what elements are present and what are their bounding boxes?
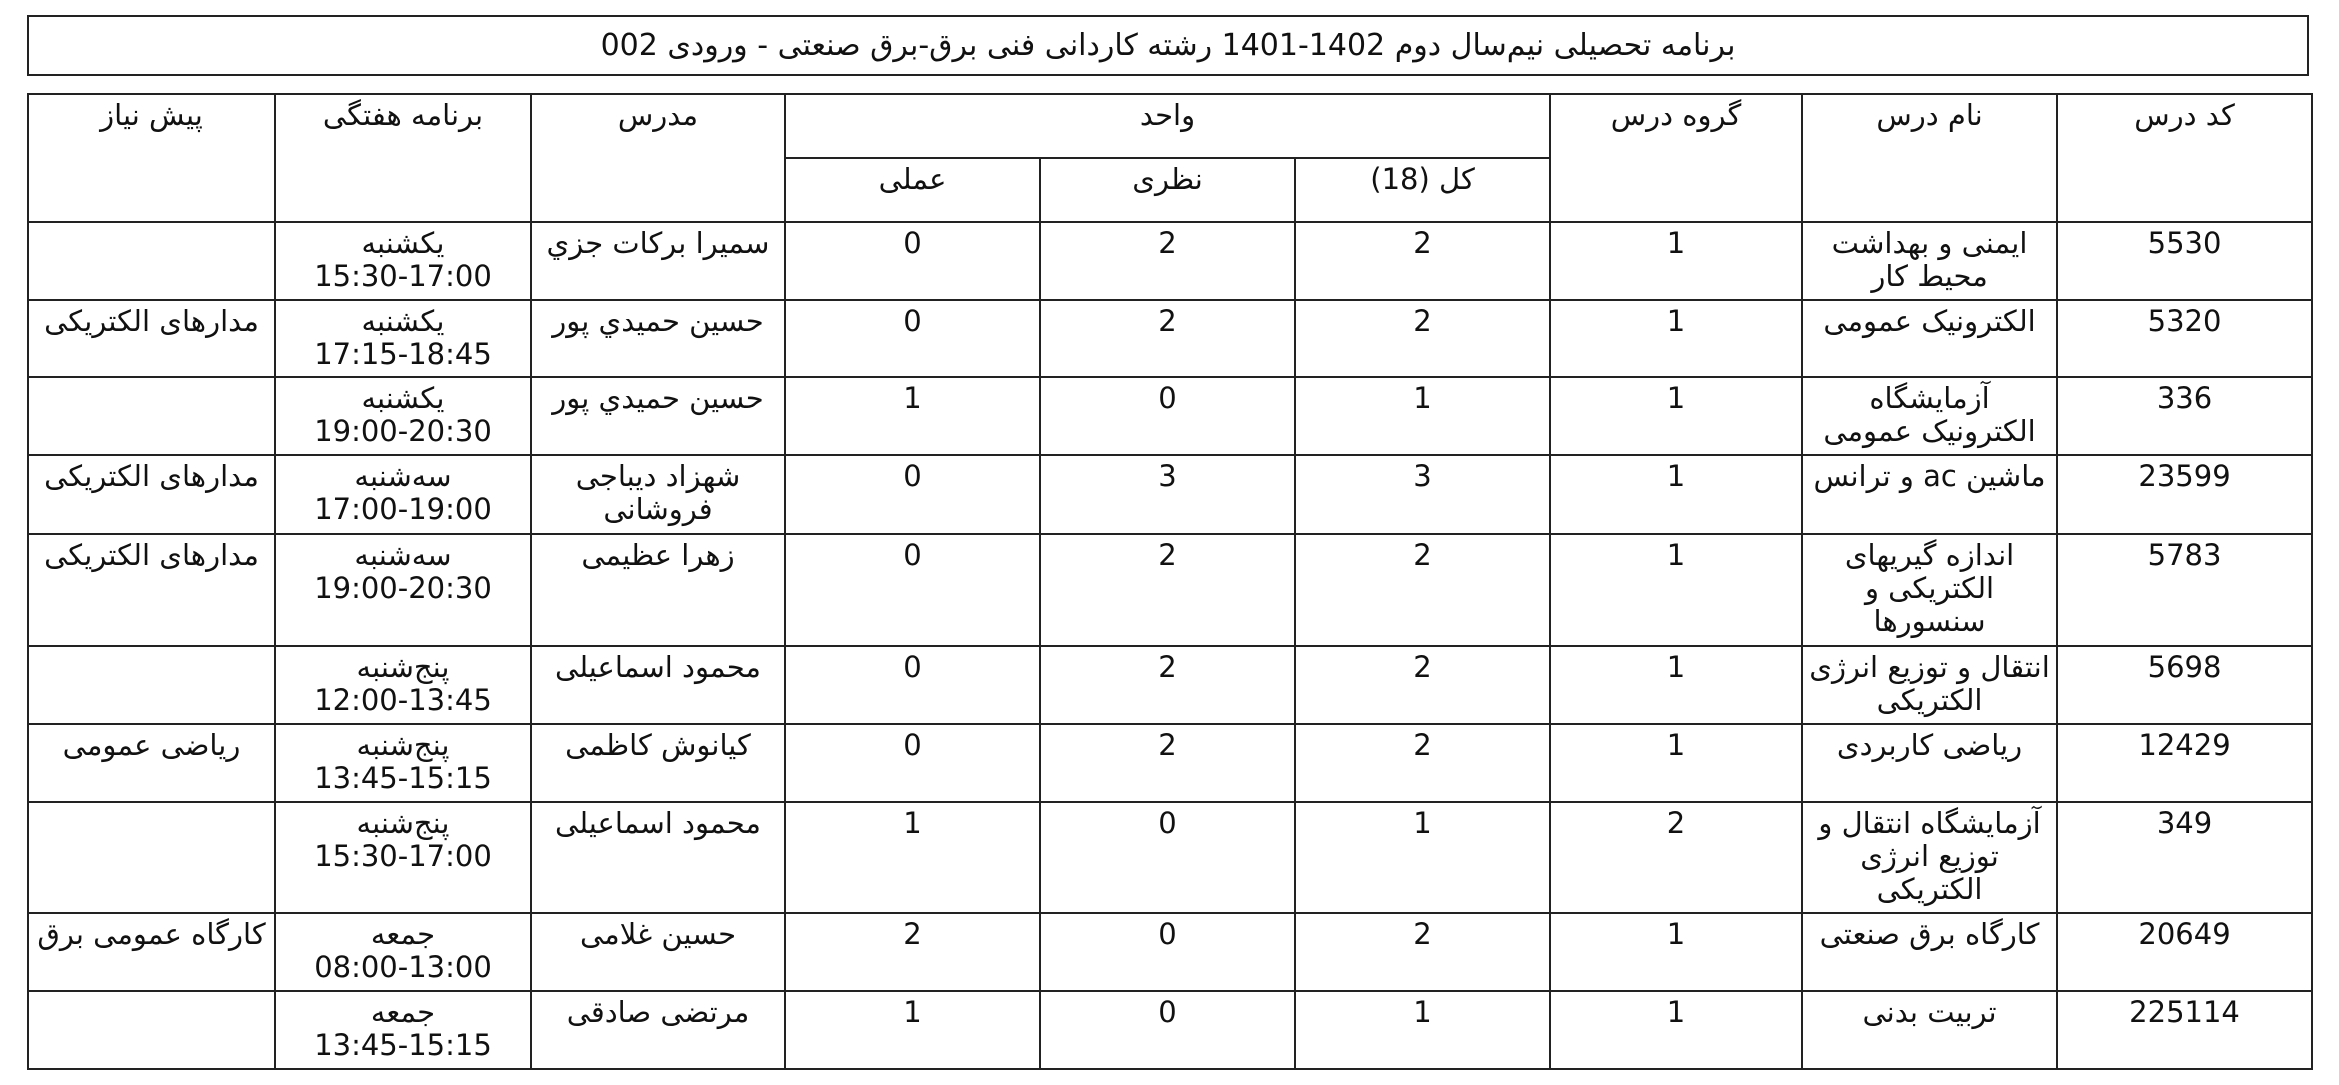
cell-course-code-text: 23599	[2138, 459, 2231, 493]
cell-course-name-text: الکترونیک عمومی	[1823, 304, 2036, 338]
cell-units-total-text: 2	[1413, 728, 1432, 762]
cell-course-group-text: 1	[1666, 728, 1686, 762]
cell-prerequisite	[28, 300, 275, 377]
cell-instructor	[531, 300, 785, 377]
cell-weekly-schedule	[275, 913, 531, 991]
cell-prerequisite	[28, 455, 275, 534]
cell-units-practical-text: 0	[903, 304, 922, 338]
cell-course-group-text: 1	[1666, 381, 1686, 415]
cell-units-theory-text: 0	[1158, 917, 1177, 951]
cell-prerequisite	[28, 724, 275, 802]
table-row	[28, 724, 2312, 802]
schedule-day: یکشنبه	[361, 304, 445, 338]
table-row	[28, 802, 2312, 913]
cell-course-name-text: انتقال و توزیع انرژی الکتریکی	[1809, 650, 2050, 717]
cell-instructor	[531, 646, 785, 724]
cell-units-theory-text: 0	[1158, 381, 1177, 415]
cell-course-group	[1550, 455, 1802, 534]
cell-units-total-text: 2	[1413, 538, 1432, 572]
cell-units-practical	[785, 377, 1040, 455]
cell-course-group-text: 2	[1666, 806, 1686, 840]
table-row	[28, 913, 2312, 991]
schedule-time: 13:45-15:15	[314, 761, 492, 795]
cell-instructor	[531, 991, 785, 1069]
cell-course-group	[1550, 377, 1802, 455]
cell-units-practical-text: 0	[903, 538, 922, 572]
schedule-time: 13:45-15:15	[314, 1028, 492, 1062]
cell-course-code-text: 5698	[2147, 650, 2222, 684]
schedule-time: 19:00-20:30	[314, 571, 492, 605]
cell-weekly-schedule	[275, 724, 531, 802]
cell-units-theory	[1040, 724, 1295, 802]
cell-course-code-text: 5530	[2147, 226, 2222, 260]
cell-units-total	[1295, 222, 1550, 300]
cell-units-practical-text: 0	[903, 728, 922, 762]
cell-units-total-text: 1	[1413, 381, 1432, 415]
cell-units-total-text: 1	[1413, 995, 1432, 1029]
cell-units-practical-text: 1	[903, 806, 922, 840]
cell-weekly-schedule	[275, 455, 531, 534]
cell-instructor	[531, 802, 785, 913]
cell-instructor-text: زهرا عظیمی	[581, 538, 735, 572]
schedule-time: 08:00-13:00	[314, 950, 492, 984]
header-course-group: گروه درس	[1550, 94, 1802, 222]
cell-prerequisite-text: ریاضی عمومی	[62, 728, 241, 762]
cell-units-theory	[1040, 802, 1295, 913]
cell-course-name	[1802, 222, 2057, 300]
cell-course-group-text: 1	[1666, 226, 1686, 260]
cell-instructor-text: محمود اسماعیلی	[555, 650, 761, 684]
cell-units-total	[1295, 724, 1550, 802]
schedule-day: یکشنبه	[361, 381, 445, 415]
table-row	[28, 377, 2312, 455]
cell-prerequisite	[28, 534, 275, 646]
cell-course-name-text: کارگاه برق صنعتی	[1819, 917, 2040, 951]
schedule-day: سه‌شنبه	[354, 459, 452, 493]
table-row	[28, 534, 2312, 646]
cell-course-name	[1802, 802, 2057, 913]
cell-weekly-schedule	[275, 802, 531, 913]
cell-units-theory	[1040, 913, 1295, 991]
cell-instructor-text: محمود اسماعیلی	[555, 806, 761, 840]
cell-course-group-text: 1	[1666, 650, 1686, 684]
cell-units-practical-text: 0	[903, 459, 922, 493]
schedule-day: جمعه	[370, 995, 436, 1029]
cell-course-code	[2057, 991, 2312, 1069]
schedule-day: پنج‌شنبه	[356, 728, 450, 762]
cell-course-code-text: 5320	[2147, 304, 2222, 338]
header-units-total: کل (18)	[1295, 158, 1550, 222]
cell-instructor	[531, 534, 785, 646]
header-course-code: کد درس	[2057, 94, 2312, 222]
cell-instructor-text: مرتضی صادقی	[566, 995, 750, 1029]
cell-course-code	[2057, 724, 2312, 802]
cell-course-code-text: 336	[2156, 381, 2213, 415]
cell-units-practical	[785, 455, 1040, 534]
header-instructor: مدرس	[531, 94, 785, 222]
cell-prerequisite	[28, 377, 275, 455]
cell-units-theory-text: 2	[1158, 226, 1177, 260]
cell-units-theory-text: 0	[1158, 806, 1177, 840]
cell-units-total	[1295, 913, 1550, 991]
cell-instructor-text: حسین غلامی	[579, 917, 737, 951]
cell-prerequisite	[28, 646, 275, 724]
cell-course-code	[2057, 646, 2312, 724]
cell-course-code-text: 5783	[2147, 538, 2222, 572]
cell-units-theory-text: 2	[1158, 650, 1177, 684]
cell-units-total	[1295, 534, 1550, 646]
cell-course-group	[1550, 724, 1802, 802]
cell-units-practical	[785, 913, 1040, 991]
cell-course-group	[1550, 222, 1802, 300]
cell-course-code	[2057, 222, 2312, 300]
cell-course-name	[1802, 455, 2057, 534]
cell-course-name-text: تربیت بدنی	[1862, 995, 1997, 1029]
cell-course-code	[2057, 534, 2312, 646]
cell-units-theory	[1040, 222, 1295, 300]
cell-course-name-text: آزمایشگاه الکترونیک عمومی	[1823, 381, 2036, 448]
cell-course-code	[2057, 913, 2312, 991]
cell-instructor-text: شهزاد دیباجی فروشانی	[575, 459, 741, 526]
cell-course-name	[1802, 724, 2057, 802]
header-units: واحد	[785, 94, 1550, 158]
cell-units-theory-text: 3	[1158, 459, 1177, 493]
cell-units-total-text: 1	[1413, 806, 1432, 840]
cell-units-practical	[785, 534, 1040, 646]
page-title: برنامه تحصیلی نیم‌سال دوم 1402-1401 رشته کاردانی فنی برق-برق صنعتی - ورودی 002	[27, 15, 2309, 76]
cell-weekly-schedule	[275, 300, 531, 377]
table-row	[28, 455, 2312, 534]
schedule-day: پنج‌شنبه	[356, 650, 450, 684]
cell-prerequisite-text: مدارهای الکتریکی	[44, 459, 259, 493]
cell-instructor-text: سميرا بركات جزي	[546, 226, 770, 260]
schedule-time: 12:00-13:45	[314, 683, 492, 717]
cell-course-name-text: آزمایشگاه انتقال و توزیع انرژی الکتریکی	[1818, 806, 2041, 906]
schedule-time: 19:00-20:30	[314, 414, 492, 448]
cell-weekly-schedule	[275, 222, 531, 300]
cell-units-theory	[1040, 534, 1295, 646]
cell-course-group-text: 1	[1666, 995, 1686, 1029]
cell-prerequisite	[28, 802, 275, 913]
cell-units-total	[1295, 300, 1550, 377]
cell-units-practical	[785, 646, 1040, 724]
cell-instructor-text: حسين حميدي پور	[552, 304, 764, 338]
cell-course-name-text: اندازه گیریهای الکتریکی و سنسورها	[1844, 538, 2015, 638]
header-units-practical: عملی	[785, 158, 1040, 222]
cell-units-practical	[785, 802, 1040, 913]
cell-units-practical-text: 0	[903, 226, 922, 260]
cell-prerequisite	[28, 913, 275, 991]
cell-units-total-text: 3	[1413, 459, 1432, 493]
cell-course-group	[1550, 300, 1802, 377]
table-row	[28, 991, 2312, 1069]
header-weekly-schedule: برنامه هفتگی	[275, 94, 531, 222]
cell-instructor	[531, 724, 785, 802]
table-row	[28, 300, 2312, 377]
header-units-theory: نظری	[1040, 158, 1295, 222]
cell-course-code-text: 349	[2156, 806, 2213, 840]
cell-prerequisite	[28, 222, 275, 300]
table-row	[28, 646, 2312, 724]
cell-units-total-text: 2	[1413, 917, 1432, 951]
cell-units-practical-text: 0	[903, 650, 922, 684]
cell-units-total	[1295, 455, 1550, 534]
cell-instructor	[531, 222, 785, 300]
cell-units-practical-text: 1	[903, 995, 922, 1029]
cell-units-theory	[1040, 455, 1295, 534]
cell-course-name	[1802, 646, 2057, 724]
cell-course-code-text: 225114	[2129, 995, 2240, 1029]
schedule-time: 17:00-19:00	[314, 492, 492, 526]
cell-instructor	[531, 455, 785, 534]
schedule-time: 15:30-17:00	[314, 259, 492, 293]
schedule-day: یکشنبه	[361, 226, 445, 260]
cell-prerequisite-text: کارگاه عمومی برق	[37, 917, 266, 951]
table-row	[28, 222, 2312, 300]
cell-course-name	[1802, 913, 2057, 991]
cell-instructor	[531, 913, 785, 991]
cell-prerequisite-text: مدارهای الکتریکی	[44, 304, 259, 338]
cell-course-group-text: 1	[1666, 304, 1686, 338]
cell-course-name	[1802, 377, 2057, 455]
cell-course-code	[2057, 300, 2312, 377]
cell-units-practical	[785, 300, 1040, 377]
cell-units-theory-text: 2	[1158, 538, 1177, 572]
cell-course-group	[1550, 913, 1802, 991]
cell-units-theory	[1040, 377, 1295, 455]
schedule-time: 15:30-17:00	[314, 839, 492, 873]
schedule-day: جمعه	[370, 917, 436, 951]
cell-instructor-text: کیانوش کاظمی	[565, 728, 751, 762]
cell-units-theory-text: 2	[1158, 728, 1177, 762]
cell-units-practical	[785, 222, 1040, 300]
cell-prerequisite	[28, 991, 275, 1069]
cell-weekly-schedule	[275, 646, 531, 724]
cell-course-code	[2057, 802, 2312, 913]
cell-course-code	[2057, 455, 2312, 534]
cell-instructor	[531, 377, 785, 455]
cell-units-total	[1295, 377, 1550, 455]
header-course-name: نام درس	[1802, 94, 2057, 222]
cell-course-group	[1550, 534, 1802, 646]
cell-units-practical-text: 1	[903, 381, 922, 415]
cell-course-group	[1550, 802, 1802, 913]
cell-units-total	[1295, 646, 1550, 724]
cell-course-group-text: 1	[1666, 459, 1686, 493]
cell-course-group	[1550, 991, 1802, 1069]
cell-units-total	[1295, 802, 1550, 913]
cell-units-theory-text: 2	[1158, 304, 1177, 338]
cell-weekly-schedule	[275, 991, 531, 1069]
cell-course-group-text: 1	[1666, 917, 1686, 951]
cell-course-name-text: ماشین ac و ترانس	[1813, 459, 2046, 493]
cell-units-total	[1295, 991, 1550, 1069]
cell-course-code	[2057, 377, 2312, 455]
schedule-day: سه‌شنبه	[354, 538, 452, 572]
cell-units-practical	[785, 991, 1040, 1069]
cell-units-practical	[785, 724, 1040, 802]
schedule-time: 17:15-18:45	[314, 337, 492, 371]
cell-prerequisite-text: مدارهای الکتریکی	[44, 538, 259, 572]
cell-instructor-text: حسين حميدي پور	[552, 381, 764, 415]
course-schedule-table	[27, 93, 2313, 1070]
cell-course-name	[1802, 300, 2057, 377]
cell-course-name-text: ریاضی کاربردی	[1836, 728, 2023, 762]
cell-course-group-text: 1	[1666, 538, 1686, 572]
cell-units-theory	[1040, 991, 1295, 1069]
cell-units-total-text: 2	[1413, 226, 1432, 260]
cell-course-name	[1802, 534, 2057, 646]
cell-units-theory	[1040, 646, 1295, 724]
cell-course-code-text: 12429	[2138, 728, 2231, 762]
cell-course-code-text: 20649	[2138, 917, 2231, 951]
cell-units-total-text: 2	[1413, 304, 1432, 338]
cell-weekly-schedule	[275, 377, 531, 455]
cell-weekly-schedule	[275, 534, 531, 646]
header-prerequisite: پیش نیاز	[28, 94, 275, 222]
cell-units-theory	[1040, 300, 1295, 377]
cell-course-name	[1802, 991, 2057, 1069]
schedule-day: پنج‌شنبه	[356, 806, 450, 840]
cell-units-total-text: 2	[1413, 650, 1432, 684]
cell-units-theory-text: 0	[1158, 995, 1177, 1029]
cell-course-name-text: ایمنی و بهداشت محیط کار	[1831, 226, 2028, 293]
cell-units-practical-text: 2	[903, 917, 922, 951]
cell-course-group	[1550, 646, 1802, 724]
